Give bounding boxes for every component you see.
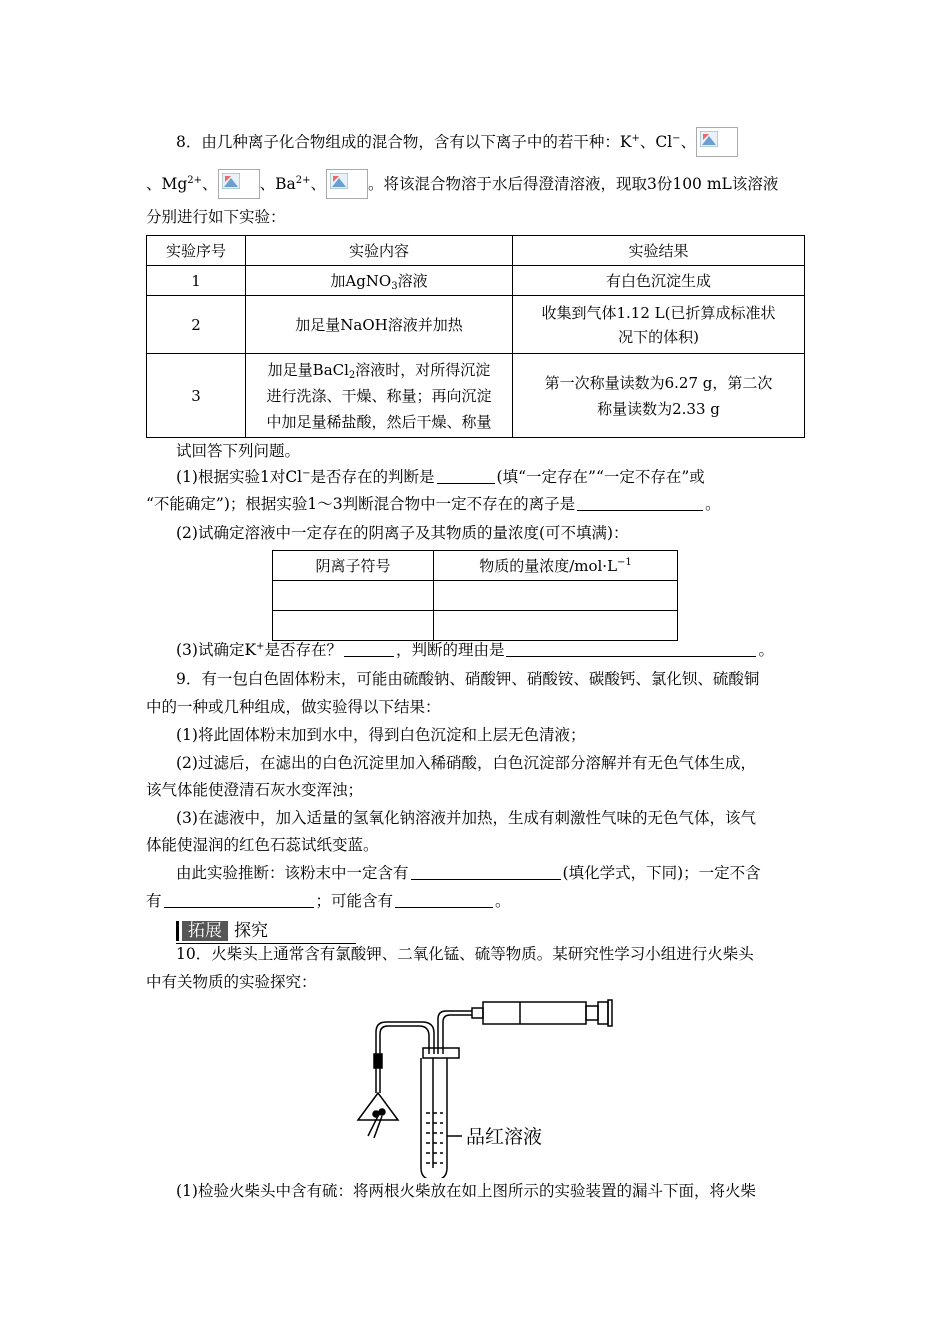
table-cell[interactable]	[273, 581, 434, 611]
table-row	[273, 611, 678, 641]
q8-p1-line-2: “不能确定”)；根据实验1～3判断混合物中一定不存在的离子是 。	[146, 495, 721, 513]
syringe-barrel	[483, 1002, 586, 1024]
table-cell[interactable]	[434, 581, 678, 611]
q8-p1-line-1: (1)根据实验1对Cl−是否存在的判断是 (填“一定存在”“一定不存在”或	[176, 468, 705, 486]
table-cell[interactable]	[434, 611, 678, 641]
section-tag: 拓展	[182, 921, 228, 941]
table-cell[interactable]	[273, 611, 434, 641]
q8-p3: (3)试确定K+是否存在？ ，判断的理由是 。	[176, 641, 774, 659]
table-header: 阴离子符号	[273, 551, 434, 581]
anion-table	[272, 550, 678, 641]
answer-blank[interactable]	[577, 494, 703, 511]
q9-line-1: 9．有一包白色固体粉末，可能由硫酸钠、硝酸钾、硝酸铵、碳酸钙、氯化钡、硫酸铜	[176, 670, 760, 688]
apparatus-figure	[350, 998, 780, 1182]
table-cell: 第一次称量读数为6.27 g，第二次 称量读数为2.33 g	[513, 354, 805, 438]
answer-blank[interactable]	[344, 640, 394, 657]
answer-blank[interactable]	[437, 467, 495, 484]
table-cell: 3	[147, 354, 246, 438]
broken-image-icon	[326, 169, 368, 199]
q9-step-2a: (2)过滤后，在滤出的白色沉淀里加入稀硝酸，白色沉淀部分溶解并有无色气体生成，	[176, 754, 756, 772]
table-row	[273, 581, 678, 611]
table-row	[147, 354, 805, 438]
table-row	[147, 236, 805, 266]
table-cell: 加足量BaCl$_2$溶液时，对所得沉淀 进行洗涤、干燥、称量；再向沉淀 中加足量稀盐酸，然后干燥、称量	[246, 354, 513, 438]
q8-ask: 试回答下列问题。	[176, 442, 301, 460]
section-bar	[176, 921, 179, 941]
table-header: 实验内容	[246, 236, 513, 266]
q8-line-3: 分别进行如下实验：	[146, 208, 286, 226]
q10-step-1: (1)检验火柴头中含有硫：将两根火柴放在如上图所示的实验装置的漏斗下面，将火柴	[176, 1182, 756, 1200]
broken-image-icon	[218, 169, 260, 199]
test-tube	[421, 1058, 447, 1178]
q9-step-2b: 该气体能使澄清石灰水变浑浊；	[146, 781, 364, 799]
q9-step-1: (1)将此固体粉末加到水中，得到白色沉淀和上层无色清液；	[176, 726, 586, 744]
q10-line-1: 10．火柴头上通常含有氯酸钾、二氧化锰、硫等物质。某研究性学习小组进行火柴头	[176, 945, 754, 963]
q8-line-2: 、$Mg^{2+}$、 、$Ba^{2+}$、 。将该混合物溶于水后得澄清溶液，现取3份100 mL该溶液	[146, 169, 806, 199]
q9-step-3b: 体能使湿润的红色石蕊试纸变蓝。	[146, 836, 379, 854]
table-header: 实验结果	[513, 236, 805, 266]
table-cell: 加足量NaOH溶液并加热	[246, 296, 513, 354]
table-row	[273, 551, 678, 581]
broken-image-icon	[696, 127, 738, 157]
table-row	[147, 296, 805, 354]
q8-line-1: 8．由几种离子化合物组成的混合物，含有以下离子中的若干种：K+、Cl−、	[146, 127, 806, 157]
table-cell: 加AgNO$_3$溶液	[246, 266, 513, 296]
q9-step-3a: (3)在滤液中，加入适量的氢氧化钠溶液并加热，生成有刺激性气味的无色气体，该气	[176, 809, 756, 827]
answer-blank[interactable]	[411, 863, 561, 880]
q9-line-2: 中的一种或几种组成，做实验得以下结果：	[146, 698, 441, 716]
q9-conclusion-2: 有 ；可能含有 。	[146, 892, 511, 910]
answer-blank[interactable]	[164, 891, 314, 908]
experiment-table	[146, 235, 805, 438]
table-header: 实验序号	[147, 236, 246, 266]
apparatus-diagram	[350, 998, 780, 1178]
section-heading	[176, 919, 356, 944]
q10-line-2: 中有关物质的实验探究：	[146, 973, 317, 991]
figure-label: 品红溶液	[466, 1126, 543, 1148]
q8-p2: (2)试确定溶液中一定存在的阴离子及其物质的量浓度(可不填满)：	[176, 524, 629, 542]
table-cell: 有白色沉淀生成	[513, 266, 805, 296]
table-cell: 2	[147, 296, 246, 354]
answer-blank[interactable]	[395, 891, 493, 908]
q9-conclusion-1: 由此实验推断：该粉末中一定含有 (填化学式，下同)；一定不含	[176, 864, 761, 882]
answer-blank[interactable]	[506, 640, 756, 657]
table-cell: 1	[147, 266, 246, 296]
table-row	[147, 266, 805, 296]
section-title: 探究	[234, 921, 268, 941]
table-cell: 收集到气体1.12 L(已折算成标准状 况下的体积)	[513, 296, 805, 354]
table-header: 物质的量浓度$/mol\cdot L^{-1}$	[434, 551, 678, 581]
